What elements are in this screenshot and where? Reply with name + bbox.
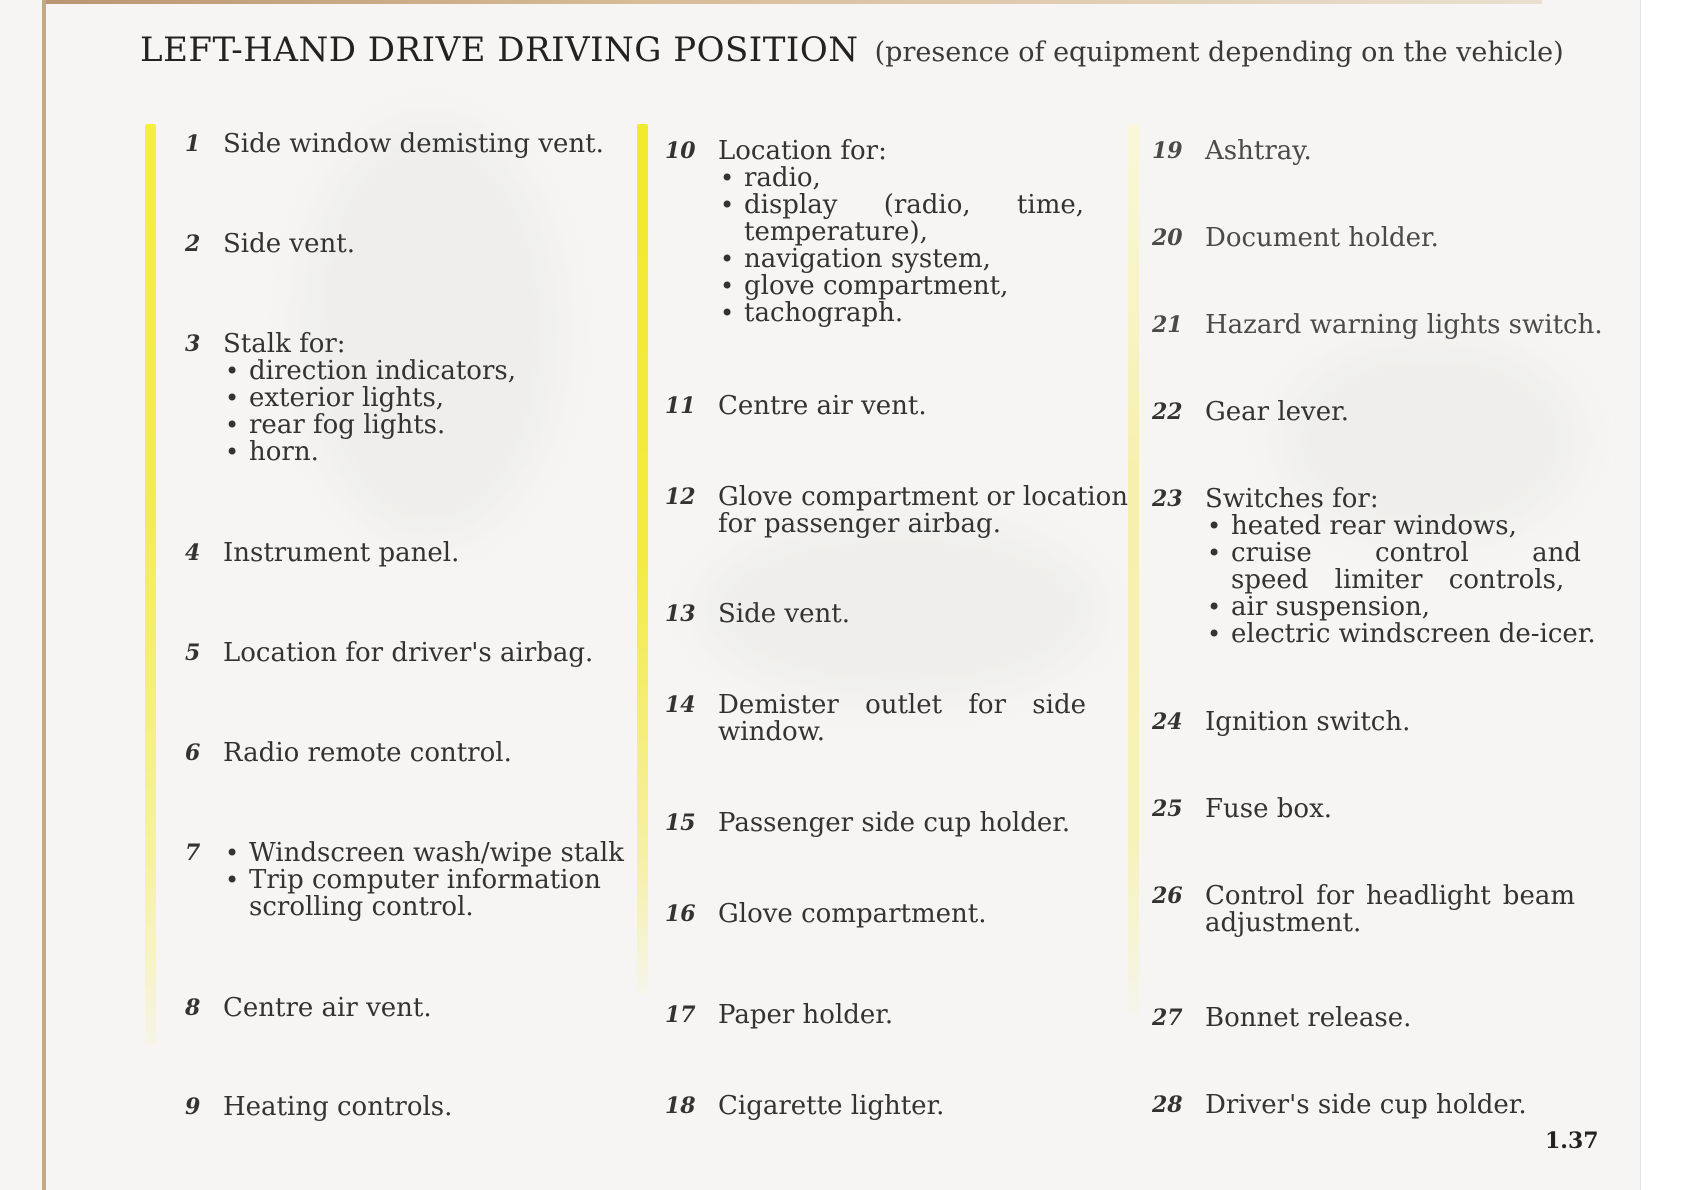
bullet-item: • tachograph. (718, 300, 1085, 327)
item-number: 18 (665, 1093, 696, 1119)
legend-item-16 (665, 901, 1085, 928)
legend-item-10 (665, 138, 1085, 327)
bullet-item: • exterior lights, (223, 385, 605, 412)
item-word: Control (1205, 881, 1305, 911)
legend-item-6 (185, 740, 605, 767)
item-word: Demister (718, 690, 839, 720)
item-text: Passenger side cup holder. (718, 808, 1071, 838)
bullet-item: • Windscreen wash/wipe stalk (223, 840, 605, 867)
item-text: Document holder. (1205, 223, 1439, 253)
item-number: 1 (185, 131, 201, 157)
item-number: 9 (185, 1094, 201, 1120)
highlight-bar-column-1 (145, 124, 156, 1044)
item-text-line-1: Glove compartment or location (718, 482, 1129, 512)
item-text: Bonnet release. (1205, 1003, 1412, 1033)
bullet-item: • direction indicators, (223, 358, 605, 385)
bullet-item: • Trip computer information scrolling control. (223, 867, 604, 921)
item-number: 21 (1152, 312, 1183, 338)
item-text: Heating controls. (223, 1092, 453, 1122)
item-text: Location for: (718, 136, 887, 166)
item-number: 10 (665, 138, 696, 164)
item-text: Paper holder. (718, 1000, 894, 1030)
item-word: outlet (865, 690, 943, 720)
item-number: 28 (1152, 1092, 1183, 1118)
item-text: Location for driver's airbag. (223, 638, 594, 668)
legend-item-25 (1152, 796, 1582, 823)
legend-item-22 (1152, 399, 1582, 426)
item-number: 13 (665, 601, 696, 627)
bullet-item: • radio, (718, 165, 1085, 192)
bullet-item: • cruise control and speed limiter controls, (1205, 540, 1581, 594)
legend-item-23 (1152, 484, 1596, 649)
bullet-item: • glove compartment, (718, 273, 1085, 300)
legend-item-11 (665, 393, 1085, 420)
legend-item-5 (185, 640, 605, 667)
item-word: beam (1502, 881, 1575, 911)
item-number: 15 (665, 810, 696, 836)
item-text: Ignition switch. (1205, 707, 1411, 737)
item-text-line-2: for passenger airbag. (718, 509, 1001, 539)
item-word: for (968, 690, 1007, 720)
page-top-edge (42, 0, 1542, 4)
legend-item-2 (185, 231, 605, 258)
bullet-item: • air suspension, (1205, 594, 1582, 621)
item-number: 8 (185, 995, 201, 1021)
bullet-item: • rear fog lights. (223, 412, 605, 439)
item-text: Radio remote control. (223, 738, 512, 768)
page-right-margin (1640, 0, 1684, 1190)
legend-item-24 (1152, 709, 1582, 736)
bullet-item: • electric windscreen de-icer. (1205, 621, 1582, 648)
bullet-item: • display (radio, time, temperature), (718, 192, 1084, 246)
item-word: side (1032, 690, 1086, 720)
item-number: 12 (665, 484, 696, 510)
item-text: Hazard warning lights switch. (1205, 310, 1603, 340)
highlight-bar-column-3 (1128, 124, 1139, 1014)
item-text: Side vent. (718, 599, 850, 629)
title-main: LEFT-HAND DRIVE DRIVING POSITION (140, 30, 859, 70)
item-number: 4 (185, 540, 201, 566)
item-word: headlight (1365, 881, 1491, 911)
item-number: 11 (665, 393, 696, 419)
legend-item-12 (665, 482, 1129, 539)
item-text-line-2: window. (718, 717, 826, 747)
item-bullet-list (718, 165, 1085, 327)
item-number: 2 (185, 231, 201, 257)
legend-item-26 (1152, 883, 1582, 937)
item-text-line-1 (1205, 883, 1575, 910)
item-bullet-list (1205, 511, 1596, 649)
item-text: Centre air vent. (223, 993, 432, 1023)
item-number: 23 (1152, 486, 1183, 512)
item-text: Switches for: (1205, 484, 1379, 514)
legend-item-1 (185, 131, 605, 158)
item-text: Glove compartment. (718, 899, 987, 929)
legend-item-19 (1152, 138, 1582, 165)
item-number: 22 (1152, 399, 1183, 425)
item-text: Centre air vent. (718, 391, 927, 421)
title-subtitle: (presence of equipment depending on the vehicle) (874, 37, 1564, 68)
highlight-bar-column-2 (637, 124, 648, 994)
item-number: 5 (185, 640, 201, 666)
bullet-item: • navigation system, (718, 246, 1085, 273)
bullet-item: • heated rear windows, (1205, 513, 1582, 540)
item-number: 24 (1152, 709, 1183, 735)
item-text: Instrument panel. (223, 538, 460, 568)
item-text: Stalk for: (223, 329, 346, 359)
legend-item-13 (665, 601, 1085, 628)
item-text: Gear lever. (1205, 397, 1349, 427)
legend-item-20 (1152, 225, 1582, 252)
item-number: 20 (1152, 225, 1183, 251)
page-left-edge (42, 0, 46, 1190)
item-number: 17 (665, 1002, 696, 1028)
bullet-item: • horn. (223, 439, 605, 466)
item-number: 16 (665, 901, 696, 927)
legend-item-17 (665, 1002, 1085, 1029)
item-text: Cigarette lighter. (718, 1091, 945, 1121)
page-number: 1.37 (1545, 1128, 1599, 1154)
legend-item-14 (665, 692, 1085, 746)
item-text: Side window demisting vent. (223, 129, 604, 159)
item-bullet-list (223, 838, 624, 922)
legend-item-9 (185, 1094, 605, 1121)
item-number: 3 (185, 331, 201, 357)
item-number: 19 (1152, 138, 1183, 164)
legend-item-27 (1152, 1005, 1582, 1032)
legend-item-8 (185, 995, 605, 1022)
item-text: Fuse box. (1205, 794, 1333, 824)
item-text: Ashtray. (1205, 136, 1312, 166)
legend-item-18 (665, 1093, 1085, 1120)
item-number: 26 (1152, 883, 1183, 909)
item-text: Side vent. (223, 229, 355, 259)
item-bullet-list (223, 358, 605, 466)
item-text-line-1 (718, 692, 1086, 719)
item-number: 25 (1152, 796, 1183, 822)
legend-item-28 (1152, 1092, 1582, 1119)
page-title (140, 30, 1564, 70)
legend-item-3 (185, 331, 605, 466)
item-number: 14 (665, 692, 696, 718)
item-number: 6 (185, 740, 201, 766)
item-number: 27 (1152, 1005, 1183, 1031)
item-word: for (1316, 881, 1354, 911)
item-text-line-2: adjustment. (1205, 908, 1362, 938)
item-number: 7 (185, 840, 201, 866)
legend-item-4 (185, 540, 605, 567)
legend-item-15 (665, 810, 1085, 837)
legend-item-21 (1152, 310, 1603, 340)
legend-item-7 (185, 838, 624, 922)
item-text: Driver's side cup holder. (1205, 1090, 1527, 1120)
